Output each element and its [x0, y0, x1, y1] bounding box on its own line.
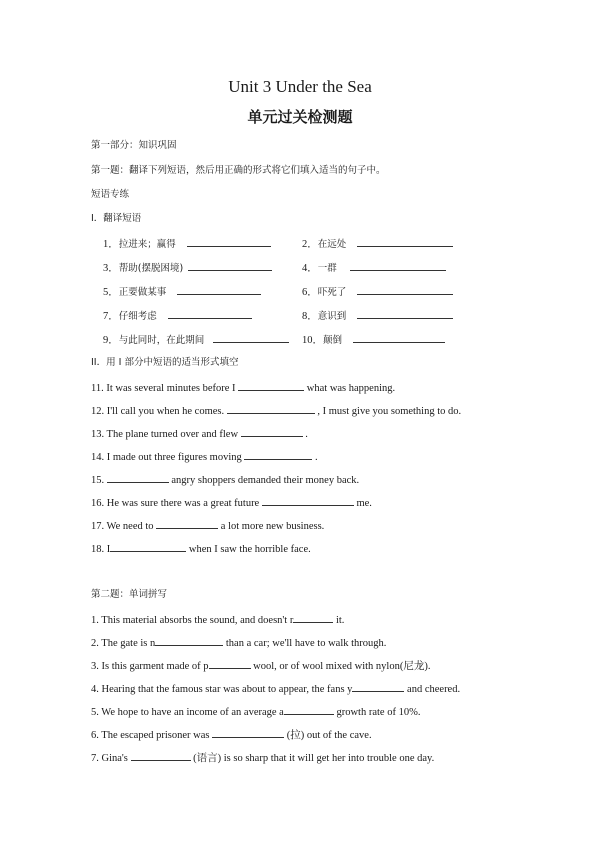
answer-blank[interactable] — [293, 612, 333, 623]
sentence-item: 12. I'll call you when he comes. , I must give you something to do. — [91, 403, 461, 419]
answer-blank[interactable] — [209, 658, 251, 669]
answer-blank[interactable] — [284, 704, 334, 715]
phrase-item: 6．吓死了 — [302, 284, 453, 300]
phrase-item: 2．在远处 — [302, 236, 453, 252]
sentence-item: 13. The plane turned over and flew . — [91, 426, 308, 442]
section-phrases: 短语专练 — [91, 189, 130, 200]
answer-blank[interactable] — [155, 635, 223, 646]
phrase-item: 3．帮助(摆脱困境) — [103, 260, 272, 276]
answer-blank[interactable] — [241, 426, 303, 437]
answer-blank[interactable] — [227, 403, 315, 414]
answer-blank[interactable] — [187, 236, 271, 247]
answer-blank[interactable] — [352, 681, 404, 692]
answer-blank[interactable] — [262, 495, 354, 506]
answer-blank[interactable] — [213, 332, 289, 343]
phrase-item: 10．颠倒 — [302, 332, 445, 348]
task1-instruction: 第一题：翻译下列短语，然后用正确的形式将它们填入适当的句子中。 — [91, 165, 386, 176]
answer-blank[interactable] — [212, 727, 284, 738]
spelling-item: 2. The gate is n than a car; we'll have to walk through. — [91, 635, 386, 651]
answer-blank[interactable] — [131, 750, 191, 761]
page-title: Unit 3 Under the Sea — [228, 77, 372, 96]
spelling-item: 1. This material absorbs the sound, and doesn't r it. — [91, 612, 344, 628]
phrase-item: 9．与此同时，在此期间 — [103, 332, 289, 348]
answer-blank[interactable] — [177, 284, 261, 295]
spelling-item: 7. Gina's (语言) is so sharp that it will get her into trouble one day. — [91, 750, 434, 766]
phrase-item: 4．一群 — [302, 260, 446, 276]
spelling-item: 6. The escaped prisoner was (拉) out of the cave. — [91, 727, 372, 743]
task2-instruction: 第二题：单词拼写 — [91, 589, 168, 600]
subsection-translate: I．翻译短语 — [91, 213, 142, 224]
answer-blank[interactable] — [110, 541, 186, 552]
answer-blank[interactable] — [357, 284, 453, 295]
answer-blank[interactable] — [353, 332, 445, 343]
phrase-item: 7．仔细考虑 — [103, 308, 252, 324]
phrase-item: 8．意识到 — [302, 308, 453, 324]
answer-blank[interactable] — [238, 380, 304, 391]
sentence-item: 16. He was sure there was a great future me. — [91, 495, 372, 511]
answer-blank[interactable] — [107, 472, 169, 483]
sentence-item: 15. angry shoppers demanded their money back. — [91, 472, 359, 488]
answer-blank[interactable] — [350, 260, 446, 271]
sentence-item: 14. I made out three figures moving . — [91, 449, 318, 465]
answer-blank[interactable] — [357, 308, 453, 319]
subsection-fill: II．用 I 部分中短语的适当形式填空 — [91, 357, 239, 368]
spelling-item: 5. We hope to have an income of an average a growth rate of 10%. — [91, 704, 420, 720]
part1-label: 第一部分：知识巩固 — [91, 140, 177, 151]
answer-blank[interactable] — [156, 518, 218, 529]
sentence-item: 17. We need to a lot more new business. — [91, 518, 324, 534]
spelling-item: 4. Hearing that the famous star was about to appear, the fans y and cheered. — [91, 681, 460, 697]
sentence-item: 18. I when I saw the horrible face. — [91, 541, 311, 557]
spelling-item: 3. Is this garment made of p wool, or of wool mixed with nylon(尼龙). — [91, 658, 430, 674]
answer-blank[interactable] — [244, 449, 312, 460]
sentence-item: 11. It was several minutes before I what was happening. — [91, 380, 395, 396]
answer-blank[interactable] — [168, 308, 252, 319]
phrase-item: 1．拉进来；赢得 — [103, 236, 271, 252]
answer-blank[interactable] — [188, 260, 272, 271]
phrase-item: 5．正要做某事 — [103, 284, 261, 300]
page-subtitle: 单元过关检测题 — [247, 108, 353, 126]
answer-blank[interactable] — [357, 236, 453, 247]
